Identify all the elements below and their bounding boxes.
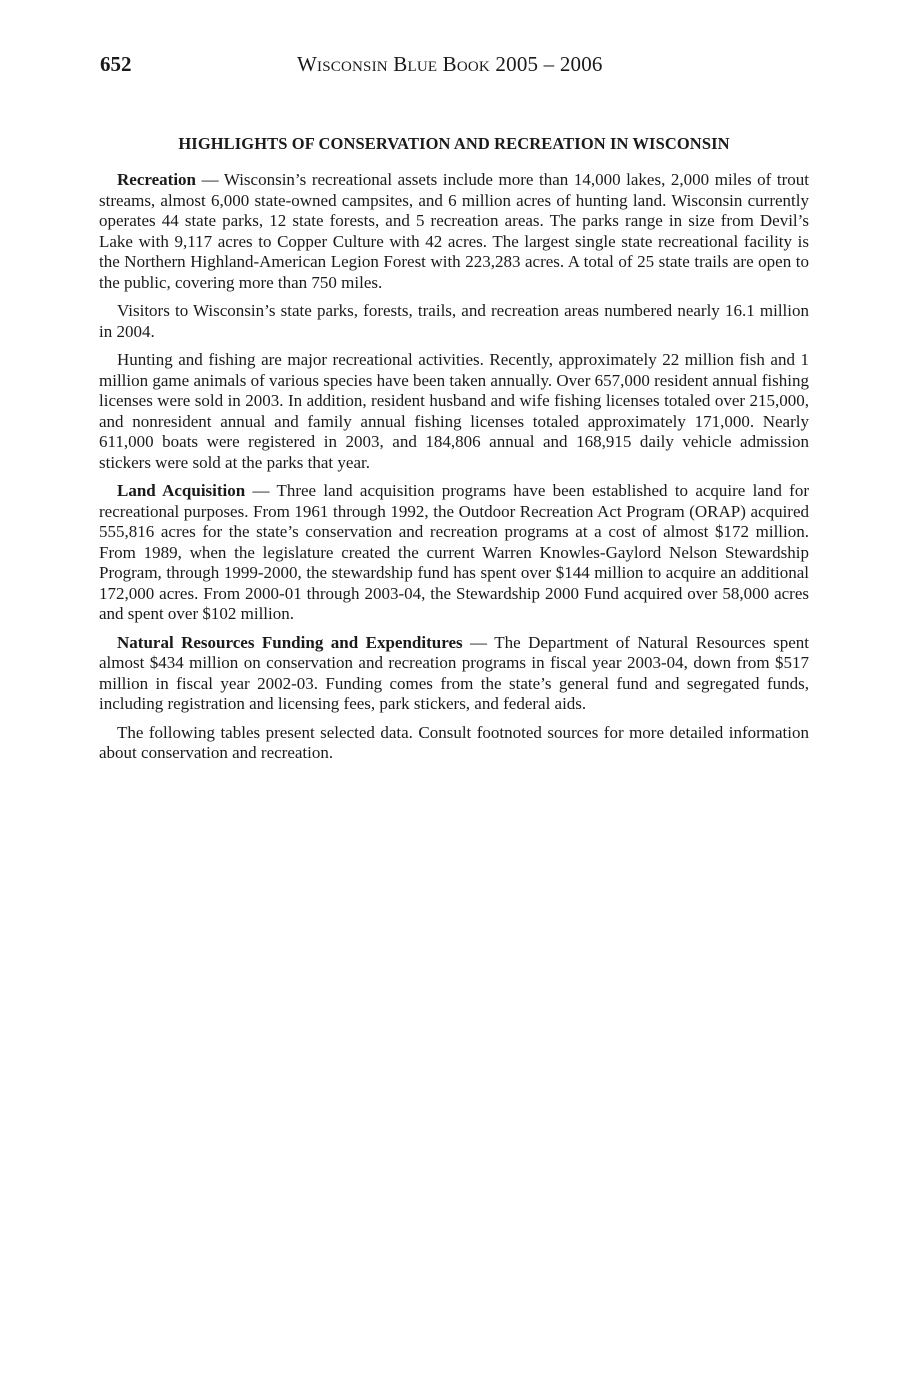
paragraph-recreation [99, 170, 809, 293]
paragraph-land-acquisition [99, 481, 809, 625]
page-number: 652 [100, 52, 132, 76]
paragraph-lead: Land Acquisition [117, 481, 246, 500]
paragraph-lead: Natural Resources Funding and Expenditures [117, 632, 463, 652]
running-head: Wisconsin Blue Book 2005 – 2006 [297, 52, 603, 76]
paragraph-text: — Wisconsin’s recreational assets include more than 14,000 lakes, 2,000 miles of trout streams, almost 6,000 state-owned campsites, and 6 million acres of hunting land. Wisconsin currently operates 44 state parks, 12 state forests, and 5 recreation areas. The parks range in size from Devil’s Lake with 9,117 acres to Copper Culture with 42 acres. The largest single state recreational facility is the Northern Highland-American Legion Forest with 223,283 acres. A total of 25 state trails are open to the public, covering more than 750 miles. [99, 170, 809, 292]
paragraph-text: — The Department of Natural Resources spent almost $434 million on conservation and recreation programs in fiscal year 2003-04, down from $517 million in fiscal year 2002-03. Funding comes from the state’s general fund and segregated funds, including registration and licensing fees, park stickers, and federal aids. [99, 632, 809, 713]
paragraph-hunting-fishing [99, 350, 809, 473]
article-title: HIGHLIGHTS OF CONSERVATION AND RECREATION IN WISCONSIN [178, 134, 730, 153]
paragraph-funding [99, 633, 809, 715]
paragraph-lead: Recreation [117, 170, 196, 189]
paragraph-text: Hunting and fishing are major recreational activities. Recently, approximately 22 million fish and 1 million game animals of various species have been taken annually. Over 657,000 resident annual fishing licenses were sold in 2003. In addition, resident husband and wife fishing licenses totaled over 215,000, and nonresident annual and family annual fishing licenses totaled approximately 171,000. Nearly 611,000 boats were registered in 2003, and 184,806 annual and 168,915 daily vehicle admission stickers were sold at the parks that year. [99, 350, 809, 472]
paragraph-text: — Three land acquisition programs have been established to acquire land for recreational purposes. From 1961 through 1992, the Outdoor Recreation Act Program (ORAP) acquired 555,816 acres for the state’s conservation and recreation programs at a cost of almost $172 million. From 1989, when the legislature created the current Warren Knowles-Gaylord Nelson Stewardship Program, through 1999-2000, the stewardship fund has spent over $144 million to acquire an additional 172,000 acres. From 2000-01 through 2003-04, the Stewardship 2000 Fund acquired over 58,000 acres and spent over $102 million. [99, 481, 809, 623]
paragraph-tables-note [99, 723, 809, 764]
article [99, 134, 809, 772]
paragraph-visitors [99, 301, 809, 342]
paragraph-text: Visitors to Wisconsin’s state parks, forests, trails, and recreation areas numbered nearly 16.1 million in 2004. [99, 301, 809, 341]
paragraph-text: The following tables present selected data. Consult footnoted sources for more detailed information about conservation and recreation. [99, 722, 809, 762]
page-header [100, 52, 810, 82]
